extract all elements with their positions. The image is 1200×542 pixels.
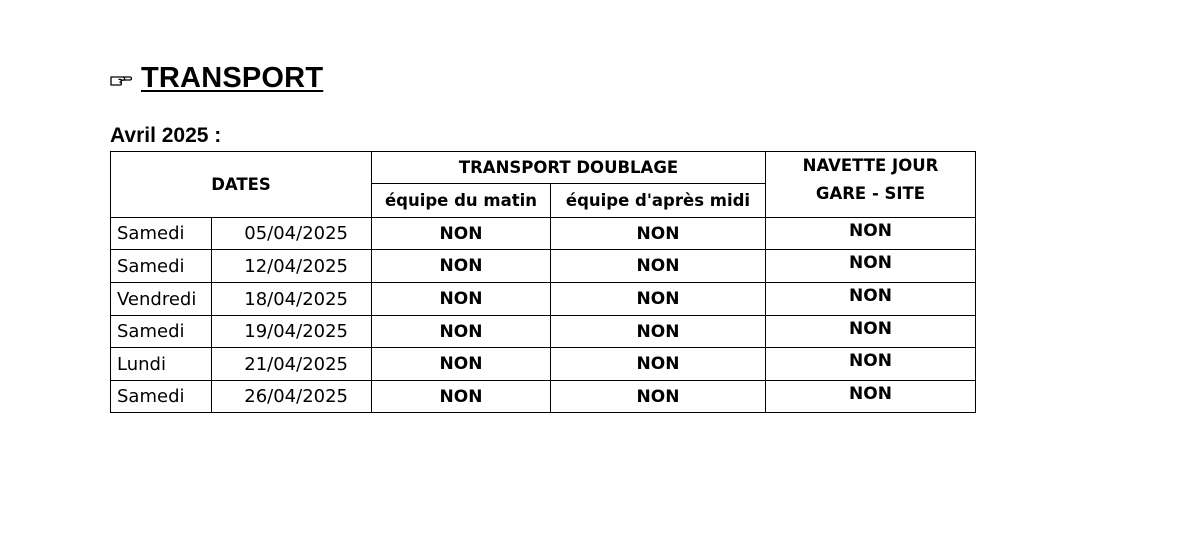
row-day: Samedi: [111, 316, 212, 348]
header-equipe-matin: équipe du matin: [372, 184, 551, 218]
row-navette: NON: [766, 250, 976, 283]
pointing-hand-icon: [109, 71, 133, 89]
row-apres-midi: NON: [551, 348, 766, 381]
row-matin: NON: [372, 316, 551, 348]
row-matin: NON: [372, 381, 551, 413]
row-navette: NON: [766, 348, 976, 381]
row-matin: NON: [372, 250, 551, 283]
row-navette: NON: [766, 218, 976, 250]
row-apres-midi: NON: [551, 283, 766, 316]
row-day: Samedi: [111, 218, 212, 250]
table-row: [111, 348, 976, 381]
row-date: 19/04/2025: [212, 316, 372, 348]
section-heading: [109, 62, 323, 95]
row-matin: NON: [372, 283, 551, 316]
table-row: [111, 250, 976, 283]
row-matin: NON: [372, 348, 551, 381]
table-row: [111, 218, 976, 250]
header-equipe-apres-midi: équipe d'après midi: [551, 184, 766, 218]
row-day: Samedi: [111, 250, 212, 283]
month-label: Avril 2025 :: [110, 124, 222, 147]
row-date: 26/04/2025: [212, 381, 372, 413]
row-day: Lundi: [111, 348, 212, 381]
row-matin: NON: [372, 218, 551, 250]
header-row-1: [111, 152, 976, 184]
row-apres-midi: NON: [551, 381, 766, 413]
header-navette-line2: GARE - SITE: [815, 184, 926, 203]
row-date: 05/04/2025: [212, 218, 372, 250]
row-navette: NON: [766, 283, 976, 316]
header-transport-doublage: TRANSPORT DOUBLAGE: [372, 152, 766, 184]
row-apres-midi: NON: [551, 218, 766, 250]
header-dates: DATES: [111, 152, 372, 218]
header-navette-line1: NAVETTE JOUR: [802, 156, 939, 175]
row-day: Vendredi: [111, 283, 212, 316]
table-row: [111, 381, 976, 413]
row-day: Samedi: [111, 381, 212, 413]
table-row: [111, 316, 976, 348]
transport-table: [110, 151, 976, 413]
row-date: 12/04/2025: [212, 250, 372, 283]
row-apres-midi: NON: [551, 316, 766, 348]
row-navette: NON: [766, 316, 976, 348]
header-navette: [766, 152, 976, 218]
row-date: 18/04/2025: [212, 283, 372, 316]
row-apres-midi: NON: [551, 250, 766, 283]
row-date: 21/04/2025: [212, 348, 372, 381]
row-navette: NON: [766, 381, 976, 413]
table-row: [111, 283, 976, 316]
page-title: TRANSPORT: [141, 62, 324, 94]
